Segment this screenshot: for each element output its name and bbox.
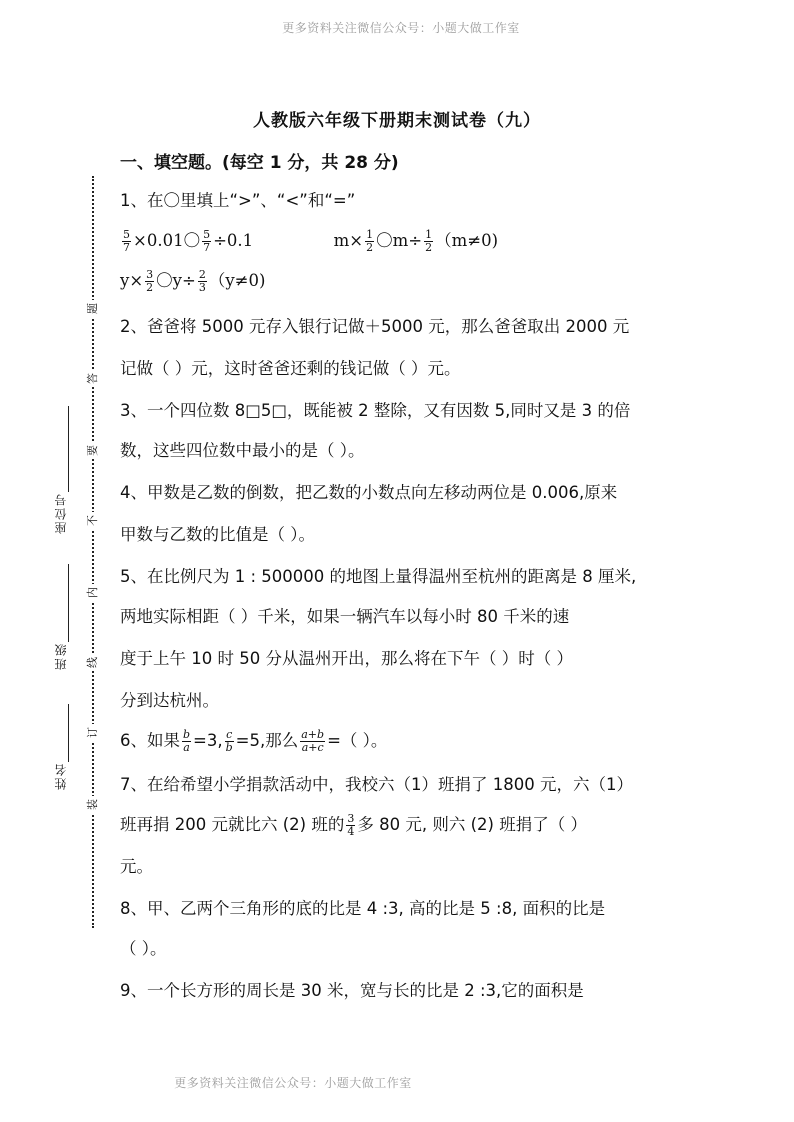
q5-line2: 两地实际相距（ ）千米，如果一辆汽车以每小时 80 千米的速 — [120, 607, 570, 626]
q1b-tail: （m≠0) — [435, 231, 499, 250]
denominator: 2 — [146, 281, 154, 294]
q7-l2-pre: 班再捐 200 元就比六 (2) 班的 — [120, 815, 345, 834]
q3-line1: 3、一个四位数 8□5□，既能被 2 整除，又有因数 5,同时又是 3 的倍 — [120, 401, 631, 420]
numerator: 5 — [123, 228, 130, 241]
denominator: 4 — [347, 825, 355, 838]
binding-word: 线 — [84, 654, 101, 671]
q1a-mid: ×0.01〇 — [133, 231, 201, 250]
denominator: 2 — [425, 241, 433, 254]
q8-line2: （ ）。 — [120, 939, 167, 958]
q5-line4: 分到达杭州。 — [120, 691, 219, 710]
numerator: b — [183, 728, 191, 741]
numerator: 1 — [425, 228, 433, 241]
q1b-pre: m× — [333, 231, 364, 250]
binding-dotted-line — [92, 176, 94, 928]
binding-word: 不 — [84, 512, 101, 529]
q5-line1: 5、在比例尺为 1 : 500000 的地图上量得温州至杭州的距离是 8 厘米, — [120, 567, 637, 586]
q4-line1: 4、甲数是乙数的倒数，把乙数的小数点向左移动两位是 0.006,原来 — [120, 483, 618, 502]
q1a-tail: ÷0.1 — [213, 231, 254, 250]
class-label: 班级 — [54, 642, 68, 670]
q4-line2: 甲数与乙数的比值是（ ）。 — [120, 525, 315, 544]
denominator: a — [183, 741, 190, 754]
denominator: a+c — [301, 741, 324, 754]
watermark-bottom: 更多资料关注微信公众号：小题大做工作室 — [174, 1076, 412, 1090]
q7-l2-tail: 多 80 元, 则六 (2) 班捐了（ ） — [357, 815, 587, 834]
fraction — [424, 229, 433, 254]
denominator: 7 — [203, 241, 211, 254]
q1b-mid: 〇m÷ — [376, 231, 423, 250]
q1-items-row1 — [120, 226, 680, 256]
q1-stem: 1、在〇里填上“>”、“<”和“=” — [120, 191, 356, 210]
numerator: 5 — [203, 228, 211, 241]
denominator: 7 — [123, 241, 130, 254]
binding-word: 题 — [84, 300, 101, 317]
fraction — [145, 269, 154, 294]
q9-line1: 9、一个长方形的周长是 30 米，宽与长的比是 2 :3,它的面积是 — [120, 981, 584, 1000]
numerator: 3 — [347, 812, 355, 825]
binding-word: 答 — [84, 370, 101, 387]
q7-line2 — [120, 810, 680, 840]
fraction — [202, 229, 211, 254]
q8-line1: 8、甲、乙两个三角形的底的比是 4 :3, 高的比是 5 :8, 面积的比是 — [120, 899, 606, 918]
q1-items-row2 — [120, 266, 680, 296]
fraction — [300, 729, 325, 754]
denominator: b — [225, 741, 233, 754]
q2-line1: 2、爸爸将 5000 元存入银行记做＋5000 元，那么爸爸取出 2000 元 — [120, 317, 630, 336]
name-underline — [68, 704, 69, 762]
q6-mid2: =5,那么 — [235, 731, 299, 750]
seat-number-field[interactable] — [52, 406, 76, 546]
q6-pre: 6、如果 — [120, 731, 180, 750]
class-field[interactable] — [52, 564, 76, 694]
q1c-pre: y× — [120, 271, 144, 290]
numerator: a+b — [301, 728, 325, 741]
page-title: 人教版六年级下册期末测试卷（九） — [253, 111, 541, 131]
numerator: c — [226, 728, 233, 741]
q7-line1: 7、在给希望小学捐款活动中，我校六（1）班捐了 1800 元，六（1） — [120, 775, 633, 794]
fraction — [122, 229, 131, 254]
q6-mid1: =3, — [193, 731, 223, 750]
fraction — [346, 813, 355, 838]
q5-line3: 度于上午 10 时 50 分从温州开出，那么将在下午（ ）时（ ） — [120, 649, 573, 668]
name-field[interactable] — [52, 704, 76, 804]
numerator: 2 — [198, 268, 206, 281]
numerator: 3 — [146, 268, 154, 281]
binding-word: 要 — [84, 442, 101, 459]
numerator: 1 — [366, 228, 374, 241]
q1c-tail: （y≠0) — [208, 271, 266, 290]
fraction — [225, 729, 234, 754]
q7-line3: 元。 — [120, 857, 153, 876]
watermark-top: 更多资料关注微信公众号：小题大做工作室 — [282, 21, 520, 35]
binding-word: 订 — [84, 724, 101, 741]
fraction — [182, 729, 191, 754]
seat-number-label: 座位号 — [54, 492, 68, 534]
denominator: 3 — [198, 281, 206, 294]
q6-line — [120, 726, 680, 756]
binding-word: 装 — [84, 796, 101, 813]
q1c-mid: 〇y÷ — [156, 271, 196, 290]
q3-line2: 数，这些四位数中最小的是（ ）。 — [120, 441, 365, 460]
denominator: 2 — [366, 241, 374, 254]
seat-number-underline — [68, 406, 69, 492]
q2-line2: 记做（ ）元，这时爸爸还剩的钱记做（ ）元。 — [120, 359, 461, 378]
fraction — [198, 269, 207, 294]
class-underline — [68, 564, 69, 642]
name-label: 姓名 — [54, 762, 68, 790]
section-heading: 一、填空题。(每空 1 分，共 28 分) — [120, 153, 399, 173]
fraction — [365, 229, 374, 254]
binding-word: 内 — [84, 584, 101, 601]
q6-tail: =（ ）。 — [327, 731, 388, 750]
